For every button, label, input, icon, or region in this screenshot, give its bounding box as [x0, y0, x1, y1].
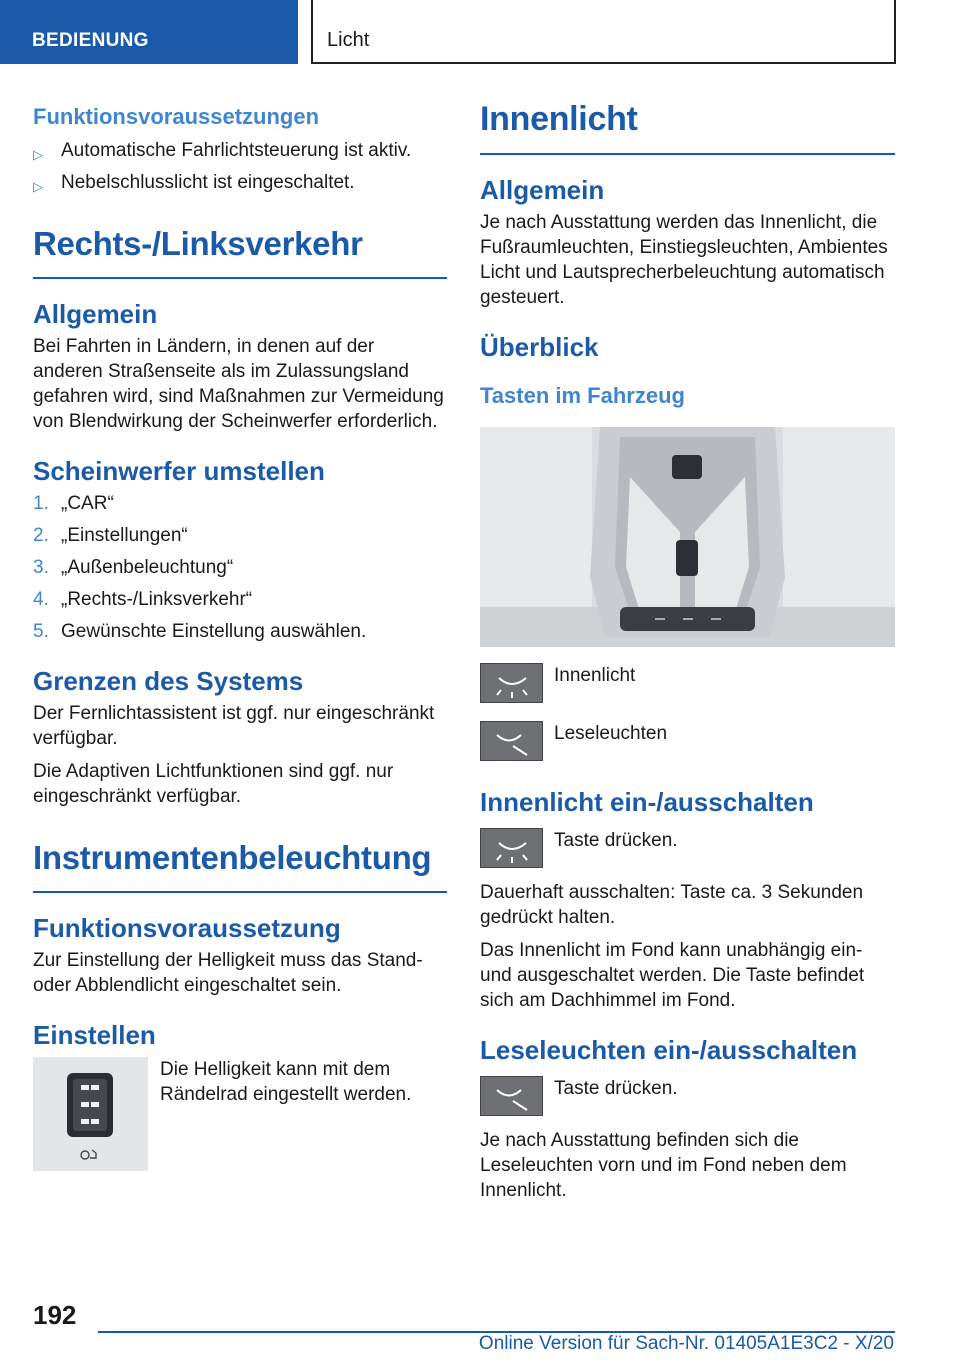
list-item: 2. „Einstellungen“ — [33, 525, 188, 546]
chapter-title: Licht — [311, 0, 896, 64]
page-number: 192 — [33, 1300, 77, 1330]
onoff-row — [480, 828, 895, 868]
reading-row — [480, 1076, 895, 1116]
func-heading: Funktionsvoraussetzungen — [33, 104, 320, 129]
reading-heading: Leseleuchten ein-/ausschalten — [480, 1035, 858, 1065]
list-item: 1. „CAR“ — [33, 493, 114, 514]
legend-row — [480, 721, 895, 761]
instr-func-text: Zur Einstellung der Helligkeit muss das Stand- oder Abblendlicht eingeschaltet sein. — [33, 950, 423, 996]
rl-general-text: Bei Fahrten in Ländern, in denen auf der anderen Straßenseite als im Zulassungsland gefahren wird, sind Maßnahmen zur Vermeidung von Blendwirkung der Scheinwerfer erforderlich. — [33, 336, 444, 432]
switch-steps — [33, 491, 447, 644]
left-column — [33, 100, 447, 1171]
switch-heading: Scheinwerfer umstellen — [33, 456, 325, 486]
list-item: 5. Gewünschte Einstellung auswählen. — [33, 621, 367, 642]
section-tab: BEDIENUNG — [0, 0, 298, 64]
list-item: 4. „Rechts-/Linksverkehr“ — [33, 589, 253, 610]
list-item: 3. „Außenbeleuchtung“ — [33, 557, 234, 578]
list-item: ▷ Automatische Fahrlichtsteuerung ist aktiv. — [33, 138, 447, 163]
func-list — [33, 138, 447, 195]
onoff-text-2: Das Innenlicht im Fond kann unabhängig ein- und ausgeschaltet werden. Die Taste befindet sich am Dachhimmel im Fond. — [480, 940, 865, 1011]
right-column — [480, 100, 895, 1211]
adjust-heading: Einstellen — [33, 1020, 156, 1050]
onoff-heading: Innenlicht ein-/ausschalten — [480, 787, 814, 817]
interior-light-icon — [480, 663, 543, 703]
reading-light-icon — [480, 721, 543, 761]
limits-heading: Grenzen des Systems — [33, 666, 304, 696]
limits-text-1: Der Fernlichtassistent ist ggf. nur eingeschränkt verfügbar. — [33, 703, 435, 749]
legend-label: Leseleuchten — [554, 723, 668, 744]
list-item: ▷ Nebelschlusslicht ist eingeschaltet. — [33, 170, 447, 195]
overhead-console-image — [480, 427, 895, 647]
adjust-text: Die Helligkeit kann mit dem Rändelrad eingestellt werden. — [160, 1059, 412, 1105]
triangle-bullet-icon: ▷ — [33, 179, 43, 194]
reading-light-icon — [480, 1076, 543, 1116]
legend-row — [480, 663, 895, 703]
limits-text-2: Die Adaptiven Lichtfunktionen sind ggf. nur eingeschränkt verfügbar. — [33, 761, 394, 807]
rl-general-heading: Allgemein — [33, 299, 158, 329]
reading-press-text: Taste drücken. — [554, 1078, 678, 1099]
general-text: Je nach Ausstattung werden das Innenlicht, die Fußraumleuchten, Einstiegsleuchten, Ambientes Licht und Lautsprecherbeleuchtung automatisch gesteuert. — [480, 212, 888, 308]
buttons-heading: Tasten im Fahrzeug — [480, 383, 685, 408]
interior-title: Innenlicht — [480, 100, 895, 155]
reading-text: Je nach Ausstattung befinden sich die Leseleuchten vorn und im Fond neben dem Innenlicht. — [480, 1130, 847, 1201]
overview-heading: Überblick — [480, 332, 599, 362]
thumbwheel-image — [33, 1057, 148, 1171]
onoff-text-1: Dauerhaft ausschalten: Taste ca. 3 Sekunden gedrückt halten. — [480, 882, 864, 928]
triangle-bullet-icon: ▷ — [33, 147, 43, 162]
rl-title: Rechts-/Linksverkehr — [33, 225, 447, 279]
footer-text: Online Version für Sach-Nr. 01405A1E3C2 - X/20 — [478, 1333, 894, 1354]
interior-light-icon — [480, 828, 543, 868]
onoff-press-text: Taste drücken. — [554, 830, 678, 851]
adjust-row — [33, 1057, 447, 1171]
general-heading: Allgemein — [480, 175, 605, 205]
instr-func-heading: Funktionsvoraussetzung — [33, 913, 341, 943]
legend-label: Innenlicht — [554, 665, 636, 686]
instr-title: Instrumentenbeleuchtung — [33, 839, 447, 893]
